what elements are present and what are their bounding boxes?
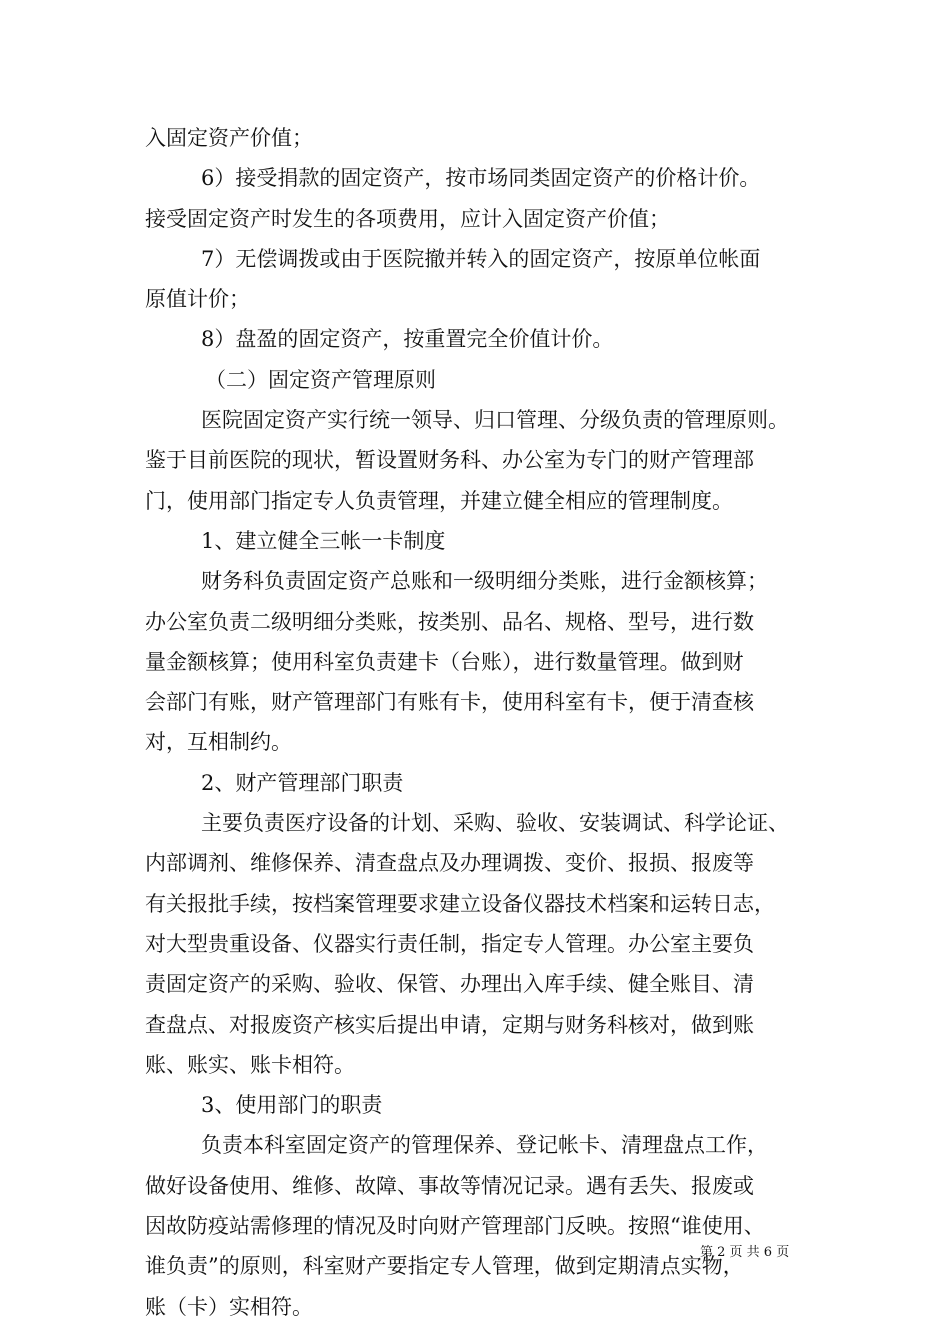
paragraph-line: 做好设备使用、维修、故障、事故等情况记录。遇有丢失、报废或 [145, 1173, 754, 1198]
paragraph-line: 医院固定资产实行统一领导、归口管理、分级负责的管理原则。 [201, 408, 789, 433]
paragraph-line: 入固定资产价值； [145, 126, 313, 150]
paragraph-line: 账、账实、账卡相符。 [145, 1052, 355, 1077]
paragraph-line: 办公室负责二级明细分类账，按类别、品名、规格、型号，进行数 [145, 609, 754, 634]
subsection-heading: 1、建立健全三帐一卡制度 [201, 528, 446, 553]
subsection-heading: 2、财产管理部门职责 [201, 770, 404, 795]
paragraph-line: 接受固定资产时发生的各项费用，应计入固定资产价值； [145, 206, 670, 231]
paragraph-line: 主要负责医疗设备的计划、采购、验收、安装调试、科学论证、 [201, 811, 789, 836]
paragraph-line: 7）无偿调拨或由于医院撤并转入的固定资产，按原单位帐面 [201, 246, 761, 271]
paragraph-line: 对大型贵重设备、仪器实行责任制，指定专人管理。办公室主要负 [145, 931, 754, 956]
paragraph-line: 门，使用部门指定专人负责管理，并建立健全相应的管理制度。 [145, 488, 733, 513]
paragraph-line: 原值计价； [145, 287, 250, 312]
paragraph-line: 内部调剂、维修保养、清查盘点及办理调拨、变价、报损、报废等 [145, 851, 754, 876]
paragraph-line: 查盘点、对报废资产核实后提出申请，定期与财务科核对，做到账 [145, 1012, 754, 1037]
paragraph-line: 量金额核算；使用科室负责建卡（台账），进行数量管理。做到财 [145, 649, 744, 674]
paragraph-line: 财务科负责固定资产总账和一级明细分类账，进行金额核算； [201, 569, 768, 594]
paragraph-line: 责固定资产的采购、验收、保管、办理出入库手续、健全账目、清 [145, 972, 754, 997]
paragraph-line: 因故防疫站需修理的情况及时向财产管理部门反映。按照“谁使用、 [145, 1214, 765, 1239]
paragraph-line: 8）盘盈的固定资产，按重置完全价值计价。 [201, 327, 614, 352]
paragraph-line: 谁负责”的原则，科室财产要指定专人管理，做到定期清点实物， [145, 1254, 744, 1279]
paragraph-line: 有关报批手续，按档案管理要求建立设备仪器技术档案和运转日志， [145, 891, 775, 916]
paragraph-line: 对，互相制约。 [145, 730, 292, 755]
subsection-heading: 3、使用部门的职责 [201, 1093, 383, 1118]
paragraph-line: 会部门有账，财产管理部门有账有卡，使用科室有卡，便于清查核 [145, 690, 754, 715]
body-text [145, 118, 825, 1327]
page-number: 第 2 页 共 6 页 [700, 1245, 790, 1260]
paragraph-line: 鉴于目前医院的现状，暂设置财务科、办公室为专门的财产管理部 [145, 448, 754, 473]
paragraph-line: 负责本科室固定资产的管理保养、登记帐卡、清理盘点工作， [201, 1133, 768, 1158]
section-heading: （二）固定资产管理原则 [205, 367, 436, 392]
paragraph-line: 账（卡）实相符。 [145, 1294, 313, 1319]
paragraph-line: 6）接受捐款的固定资产，按市场同类固定资产的价格计价。 [201, 166, 761, 191]
